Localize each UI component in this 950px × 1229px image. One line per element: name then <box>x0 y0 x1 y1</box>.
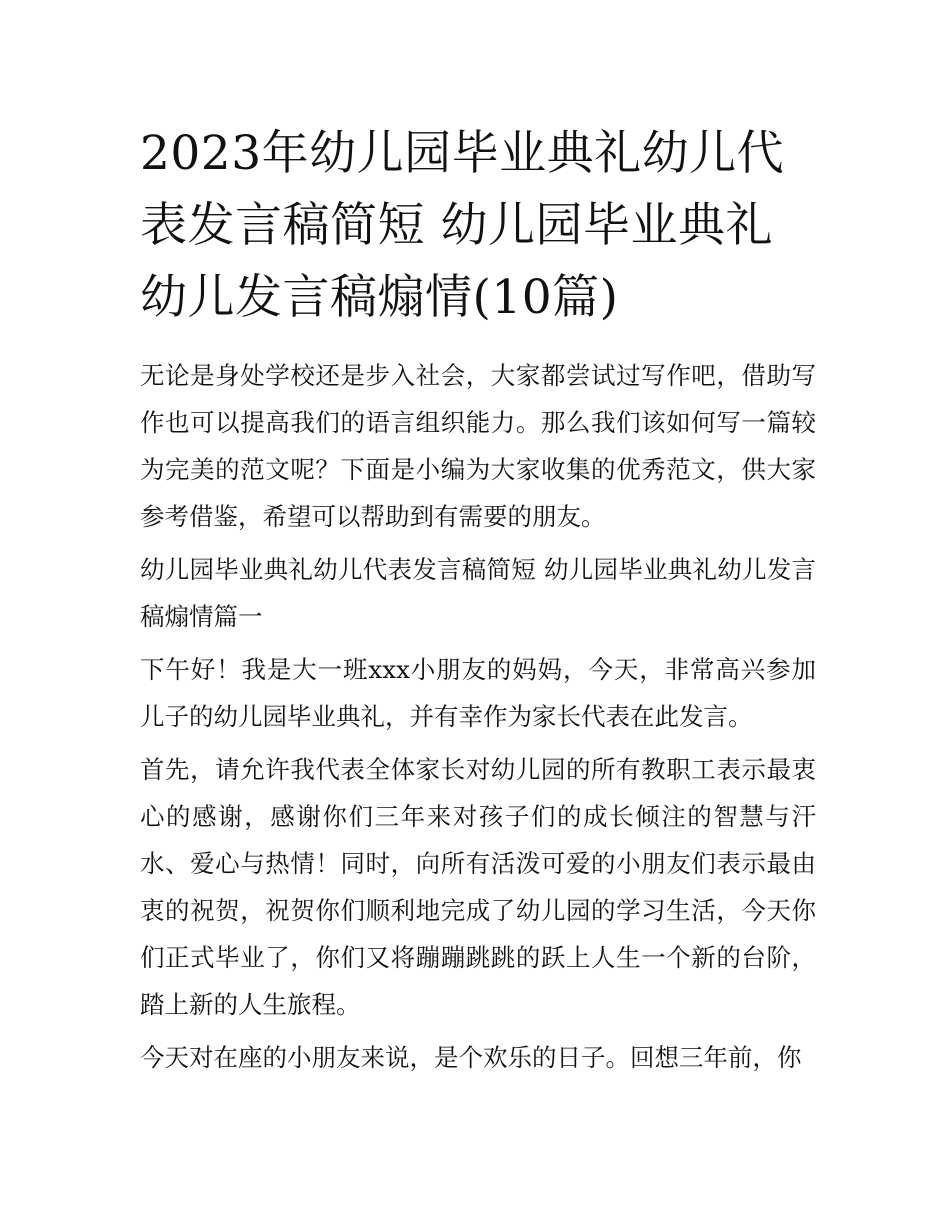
section-heading: 幼儿园毕业典礼幼儿代表发言稿简短 幼儿园毕业典礼幼儿发言稿煽情篇一 <box>140 555 816 631</box>
intro-paragraph: 无论是身处学校还是步入社会，大家都尝试过写作吧，借助写作也可以提高我们的语言组织能力。那么我们该如何写一篇较为完美的范文呢？下面是小编为大家收集的优秀范文，供大家参考借鉴，希望可以帮助到有需要的朋友。 <box>140 361 816 531</box>
document-title: 2023年幼儿园毕业典礼幼儿代表发言稿简短 幼儿园毕业典礼幼儿发言稿煽情(10篇) <box>140 126 785 325</box>
greeting-paragraph: 下午好！我是大一班xxx小朋友的妈妈，今天，非常高兴参加儿子的幼儿园毕业典礼，并有幸作为家长代表在此发言。 <box>140 655 816 731</box>
thanks-paragraph: 首先，请允许我代表全体家长对幼儿园的所有教职工表示最衷心的感谢，感谢你们三年来对孩子们的成长倾注的智慧与汗水、爱心与热情！同时，向所有活泼可爱的小朋友们表示最由衷的祝贺，祝贺你们顺利地完成了幼儿园的学习生活，今天你们正式毕业了，你们又将蹦蹦跳跳的跃上人生一个新的台阶，踏上新的人生旅程。 <box>140 755 816 1019</box>
document-body <box>140 118 816 1087</box>
closing-paragraph: 今天对在座的小朋友来说，是个欢乐的日子。回想三年前，你 <box>140 1043 802 1072</box>
